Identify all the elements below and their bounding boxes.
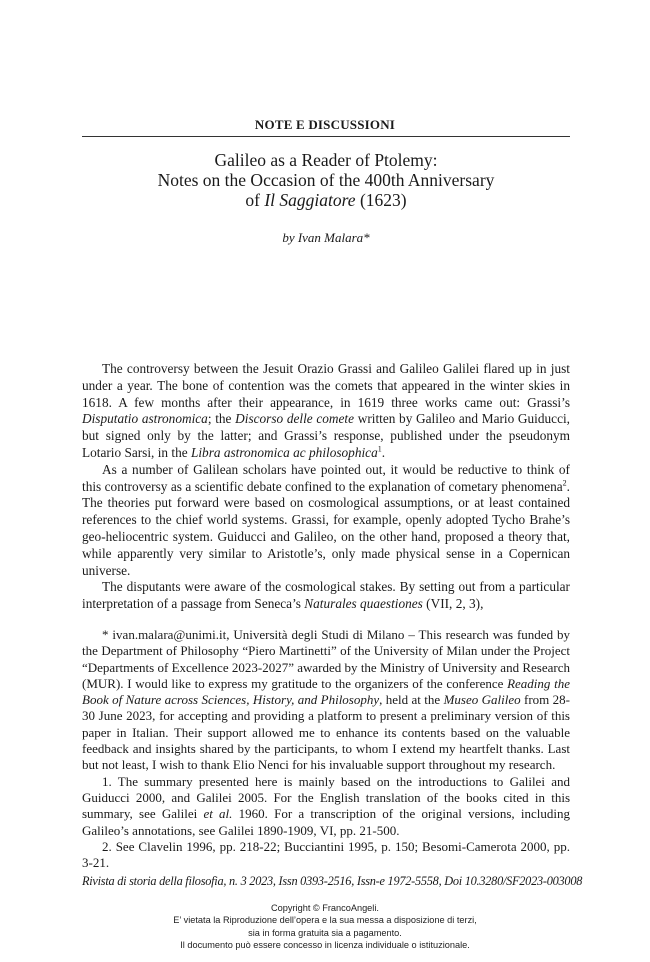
article-body bbox=[82, 361, 570, 613]
footnote-1 bbox=[82, 774, 570, 839]
title-line-3-suffix: (1623) bbox=[355, 190, 407, 210]
fn1-text-2: 1960. For a transcription of the original versions, including Galileo’s annotations, see Galilei 1890-1909, VI, pp. 21-500. bbox=[82, 806, 570, 838]
p1-text-2: ; the bbox=[207, 411, 236, 427]
footnotes bbox=[82, 627, 570, 871]
body-paragraph-1 bbox=[82, 361, 570, 462]
title-line-3-prefix: of bbox=[245, 190, 265, 210]
p1-italic-2: Discorso delle comete bbox=[235, 411, 355, 427]
header-rule bbox=[82, 136, 570, 137]
journal-details: , n. 3 2023, Issn 0393-2516, Issn-e 1972-5558, Doi 10.3280/SF2023-003008 bbox=[223, 874, 583, 888]
title-line-3 bbox=[82, 190, 570, 210]
copyright-line-2: E’ vietata la Riproduzione dell’opera e la sua messa a disposizione di terzi, bbox=[173, 915, 477, 926]
author-byline: by Ivan Malara* bbox=[282, 230, 370, 245]
footnote-2: 2. See Clavelin 1996, pp. 218-22; Bucciantini 1995, p. 150; Besomi-Camerota 2000, pp. 3-21. bbox=[82, 838, 570, 871]
p3-text-1: The disputants were aware of the cosmological stakes. By setting out from a particular interpretation of a passage from Seneca’s bbox=[82, 579, 570, 612]
journal-name: Rivista di storia della filosofia bbox=[82, 874, 224, 888]
title-italic-work: Il Saggiatore bbox=[264, 190, 356, 210]
footnote-ref-2[interactable]: 2 bbox=[562, 478, 567, 488]
p3-italic-1: Naturales quaestiones bbox=[304, 596, 423, 612]
journal-citation bbox=[82, 874, 583, 889]
title-line-1: Galileo as a Reader of Ptolemy: bbox=[214, 150, 438, 170]
copyright-notice bbox=[0, 902, 650, 951]
fn-star-text-3: from 28-30 June 2023, for accepting and providing a platform to present a preliminary version of this paper in Italian. Their support allowed me to enhance its contents based on the valuable feedback and insights shared by the participants, to whom I extend my heartfelt thanks. Last but not least, I wish to thank Elio Nenci for his invaluable support throughout my research. bbox=[82, 692, 570, 773]
p1-text-4: . bbox=[381, 444, 386, 460]
fn-star-italic-2: Museo Galileo bbox=[443, 692, 521, 708]
p1-italic-1: Disputatio astronomica bbox=[82, 411, 208, 427]
fn-star-text-1: * ivan.malara@unimi.it, Università degli Studi di Milano – This research was funded by the Department of Philosophy “Piero Martinetti” of the University of Milan under the Project “Departments of Excellence 2023-2027” awarded by the Ministry of University and Research (MUR). I would like to express my gratitude to the organizers of the conference bbox=[82, 627, 570, 691]
section-heading: NOTE E DISCUSSIONI bbox=[254, 117, 396, 132]
p1-text-1: The controversy between the Jesuit Orazio Grassi and Galileo Galilei flared up in just under a year. The bone of contention was the comets that appeared in the winter skies in 1618. A few months after their appearance, in 1619 three works came out: Grassi’s bbox=[82, 361, 570, 410]
p1-text-3: written by Galileo and Mario Guiducci, but signed only by the latter; and Grassi’s response, published under the pseudonym Lotario Sarsi, in the bbox=[82, 411, 570, 460]
p3-text-2: (VII, 2, 3), bbox=[422, 596, 484, 612]
fn-star-text-2: , held at the bbox=[379, 692, 444, 708]
p2-text-1: As a number of Galilean scholars have pointed out, it would be reductive to think of this controversy as a scientific debate confined to the explanation of cometary phenomena bbox=[82, 461, 570, 494]
copyright-line-4: Il documento può essere concesso in licenza individuale o istituzionale. bbox=[180, 939, 470, 950]
body-paragraph-3 bbox=[82, 579, 570, 613]
body-paragraph-2 bbox=[82, 462, 570, 580]
fn-star-italic-1: Reading the Book of Nature across Sciences, History, and Philosophy bbox=[82, 675, 570, 708]
fn1-italic-1: et al. bbox=[203, 806, 233, 822]
p2-text-2: . The theories put forward were based on cosmological assumptions, or at least contained references to the chief world systems. Grassi, for example, openly adopted Tycho Brahe’s geo-heliocentric system. Guiducci and Galileo, on the other hand, proposed a theory that, while apparently very similar to Aristotle’s, only made physical sense in a Copernican universe. bbox=[82, 478, 570, 578]
fn1-text-1: 1. The summary presented here is mainly based on the introductions to Galilei and Guiducci 2000, and Galilei 2005. For the English translation of the books cited in this summary, see Galilei bbox=[82, 773, 570, 822]
footnote-author bbox=[82, 627, 570, 774]
p1-italic-3: Libra astronomica ac philosophica bbox=[190, 444, 378, 460]
title-line-2: Notes on the Occasion of the 400th Anniversary bbox=[157, 170, 495, 190]
article-title bbox=[82, 150, 570, 210]
copyright-line-1: Copyright © FrancoAngeli. bbox=[271, 903, 379, 913]
copyright-line-3: sia in forma gratuita sia a pagamento. bbox=[248, 927, 402, 938]
footnote-ref-1[interactable]: 1 bbox=[377, 444, 382, 454]
